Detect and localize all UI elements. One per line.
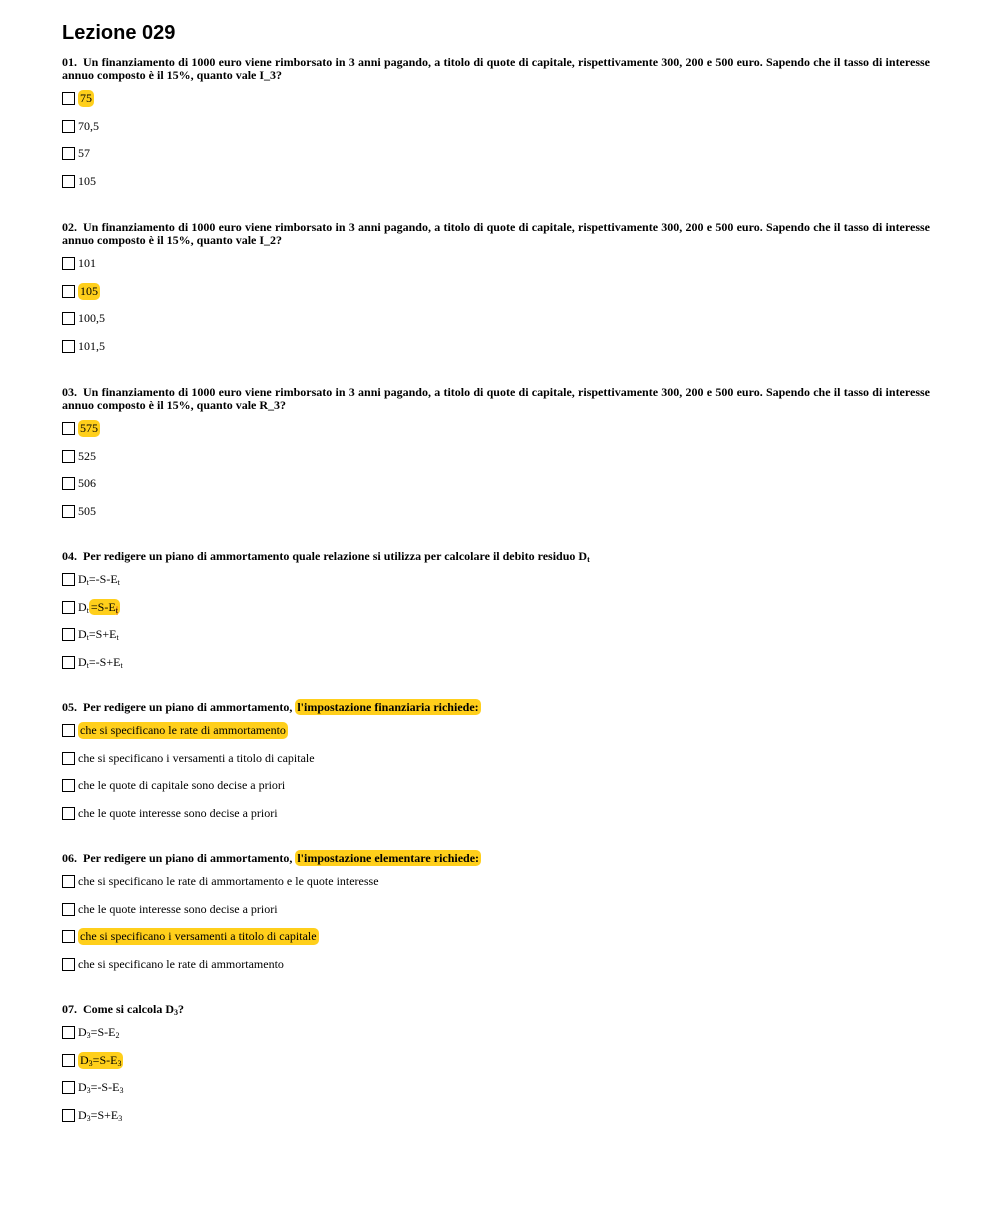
option[interactable]	[62, 420, 930, 437]
formula-part: D	[78, 1108, 87, 1123]
question-text: Per redigere un piano di ammortamento quale relazione si utilizza per calcolare il debito residuo D	[83, 549, 588, 563]
option-label: 105	[80, 283, 98, 298]
question-05	[62, 701, 930, 833]
option[interactable]	[62, 1107, 930, 1124]
question-number: 01.	[62, 55, 77, 69]
question-highlight: l'impostazione elementare richiede:	[297, 851, 480, 865]
question-highlight: l'impostazione finanziaria richiede:	[297, 700, 479, 714]
checkbox[interactable]	[62, 779, 75, 792]
option-label	[78, 627, 119, 642]
formula-part: =-S-E	[88, 572, 118, 586]
subscript: 3	[173, 1008, 178, 1017]
checkbox[interactable]	[62, 285, 75, 298]
question-number: 05.	[62, 700, 77, 714]
formula-part: D	[78, 572, 87, 586]
checkbox[interactable]	[62, 573, 75, 586]
option-label	[78, 1108, 122, 1123]
option[interactable]	[62, 928, 930, 945]
option-label: che si specificano le rate di ammortamento	[78, 957, 284, 972]
subscript: t	[86, 578, 89, 587]
subscript: t	[120, 661, 123, 671]
checkbox[interactable]	[62, 628, 75, 641]
option[interactable]	[62, 956, 930, 973]
checkbox[interactable]	[62, 1054, 75, 1067]
checkbox[interactable]	[62, 450, 75, 463]
option-label: 506	[78, 476, 96, 491]
question-number: 07.	[62, 1002, 77, 1016]
subscript: t	[117, 578, 120, 587]
question-text-end: ?	[177, 1002, 184, 1016]
question-text: Un finanziamento di 1000 euro viene rimborsato in 3 anni pagando, a titolo di quote di capitale, rispettivamente 300, 200 e 500 euro. Sapendo che il tasso di interesse annuo composto è il 15%, quanto vale I_3?	[62, 55, 930, 82]
checkbox[interactable]	[62, 312, 75, 325]
checkbox[interactable]	[62, 477, 75, 490]
question-07	[62, 1003, 930, 1135]
option[interactable]	[62, 118, 930, 135]
options-list	[62, 420, 930, 520]
checkbox[interactable]	[62, 1026, 75, 1039]
option-label	[78, 1080, 123, 1095]
question-text: Per redigere un piano di ammortamento,	[83, 700, 293, 714]
option-label: 75	[80, 91, 92, 105]
formula-part: =S+E	[90, 1108, 119, 1123]
options-list	[62, 571, 930, 671]
subscript: 3	[86, 1114, 91, 1124]
subscript: 3	[88, 1058, 93, 1068]
option-label: che si specificano i versamenti a titolo di capitale	[78, 750, 315, 765]
formula-part: =S-E	[92, 1052, 118, 1067]
option[interactable]	[62, 90, 930, 107]
option-label: 105	[78, 174, 96, 189]
option[interactable]	[62, 1052, 930, 1069]
question-text: Un finanziamento di 1000 euro viene rimborsato in 3 anni pagando, a titolo di quote di capitale, rispettivamente 300, 200 e 500 euro. Sapendo che il tasso di interesse annuo composto è il 15%, quanto vale I_2?	[62, 220, 930, 247]
option[interactable]	[62, 901, 930, 918]
checkbox[interactable]	[62, 807, 75, 820]
options-list	[62, 90, 930, 190]
option[interactable]	[62, 310, 930, 327]
option-label: 525	[78, 448, 96, 463]
option[interactable]	[62, 777, 930, 794]
option[interactable]	[62, 626, 930, 643]
formula-part: =-S-E	[90, 1080, 120, 1095]
checkbox[interactable]	[62, 340, 75, 353]
subscript: 3	[119, 1086, 124, 1096]
question-text: Per redigere un piano di ammortamento,	[83, 851, 293, 865]
checkbox[interactable]	[62, 724, 75, 737]
option-label	[78, 655, 123, 670]
formula-part: D	[78, 1025, 87, 1039]
option-label: che le quote di capitale sono decise a priori	[78, 778, 286, 793]
question-03	[62, 386, 930, 531]
subscript: t	[86, 633, 89, 643]
option-label	[78, 1025, 119, 1040]
subscript: 2	[115, 1031, 120, 1040]
formula-part: D	[78, 599, 87, 614]
subscript: t	[86, 661, 89, 671]
subscript: 3	[118, 1114, 123, 1124]
option[interactable]	[62, 599, 930, 616]
highlighted-formula	[86, 599, 120, 615]
option-label: 575	[80, 421, 98, 435]
options-list	[62, 1024, 930, 1124]
subscript: 3	[117, 1058, 122, 1068]
checkbox[interactable]	[62, 601, 75, 614]
option[interactable]	[62, 338, 930, 355]
option[interactable]	[62, 805, 930, 822]
question-06	[62, 852, 930, 984]
option[interactable]	[62, 873, 930, 890]
option[interactable]	[62, 750, 930, 767]
question-number: 04.	[62, 549, 77, 563]
subscript: 3	[86, 1086, 91, 1096]
checkbox[interactable]	[62, 1081, 75, 1094]
option[interactable]	[62, 173, 930, 190]
subscript: t	[116, 633, 119, 643]
checkbox[interactable]	[62, 257, 75, 270]
option[interactable]	[62, 503, 930, 520]
checkbox[interactable]	[62, 752, 75, 765]
options-list	[62, 722, 930, 822]
formula-part: D	[78, 655, 87, 670]
option-label	[78, 600, 120, 615]
formula-part: =S+E	[88, 627, 117, 642]
checkbox[interactable]	[62, 875, 75, 888]
option-label: che le quote interesse sono decise a priori	[78, 901, 278, 916]
option[interactable]	[62, 283, 930, 300]
page-title: Lezione 029	[62, 22, 176, 44]
option[interactable]	[62, 654, 930, 671]
checkbox[interactable]	[62, 147, 75, 160]
subscript: t	[587, 555, 590, 564]
option-label: 100,5	[78, 311, 105, 326]
checkbox[interactable]	[62, 120, 75, 133]
option[interactable]	[62, 722, 930, 739]
question-01	[62, 56, 930, 201]
checkbox[interactable]	[62, 930, 75, 943]
checkbox[interactable]	[62, 175, 75, 188]
option-label	[78, 1052, 123, 1069]
question-number: 03.	[62, 385, 77, 399]
checkbox[interactable]	[62, 1109, 75, 1122]
option[interactable]	[62, 475, 930, 492]
option-label: che si specificano i versamenti a titolo di capitale	[80, 929, 317, 944]
formula-part: D	[80, 1052, 89, 1067]
question-02	[62, 221, 930, 366]
option[interactable]	[62, 571, 930, 588]
checkbox[interactable]	[62, 92, 75, 105]
option-label: che le quote interesse sono decise a priori	[78, 806, 278, 821]
checkbox[interactable]	[62, 903, 75, 916]
options-list	[62, 873, 930, 973]
question-text: Un finanziamento di 1000 euro viene rimborsato in 3 anni pagando, a titolo di quote di capitale, rispettivamente 300, 200 e 500 euro. Sapendo che il tasso di interesse annuo composto è il 15%, quanto vale R_3?	[62, 385, 930, 412]
subscript: t	[86, 605, 89, 615]
option-label: che si specificano le rate di ammortamento	[80, 723, 286, 737]
option-label: 57	[78, 146, 90, 161]
question-number: 02.	[62, 220, 77, 234]
option-label: 70,5	[78, 118, 99, 133]
question-number: 06.	[62, 851, 77, 865]
option[interactable]	[62, 448, 930, 465]
option-label: che si specificano le rate di ammortamento e le quote interesse	[78, 874, 379, 888]
options-list	[62, 255, 930, 355]
option-label	[78, 572, 120, 587]
question-text: Come si calcola D	[83, 1002, 174, 1016]
option-label: 101	[78, 256, 96, 270]
option[interactable]	[62, 1079, 930, 1096]
formula-part: =-S+E	[88, 655, 121, 670]
option[interactable]	[62, 1024, 930, 1041]
checkbox[interactable]	[62, 422, 75, 435]
option-label: 505	[78, 504, 96, 519]
checkbox[interactable]	[62, 505, 75, 518]
option[interactable]	[62, 255, 930, 272]
checkbox[interactable]	[62, 958, 75, 971]
option[interactable]	[62, 145, 930, 162]
question-04	[62, 550, 930, 682]
formula-part: =S-E	[90, 599, 116, 614]
option-label: 101,5	[78, 339, 105, 354]
formula-part: D	[78, 627, 87, 642]
checkbox[interactable]	[62, 656, 75, 669]
formula-part: =S-E	[90, 1025, 116, 1039]
subscript: t	[115, 605, 118, 615]
subscript: 3	[86, 1031, 91, 1040]
formula-part: D	[78, 1080, 87, 1095]
